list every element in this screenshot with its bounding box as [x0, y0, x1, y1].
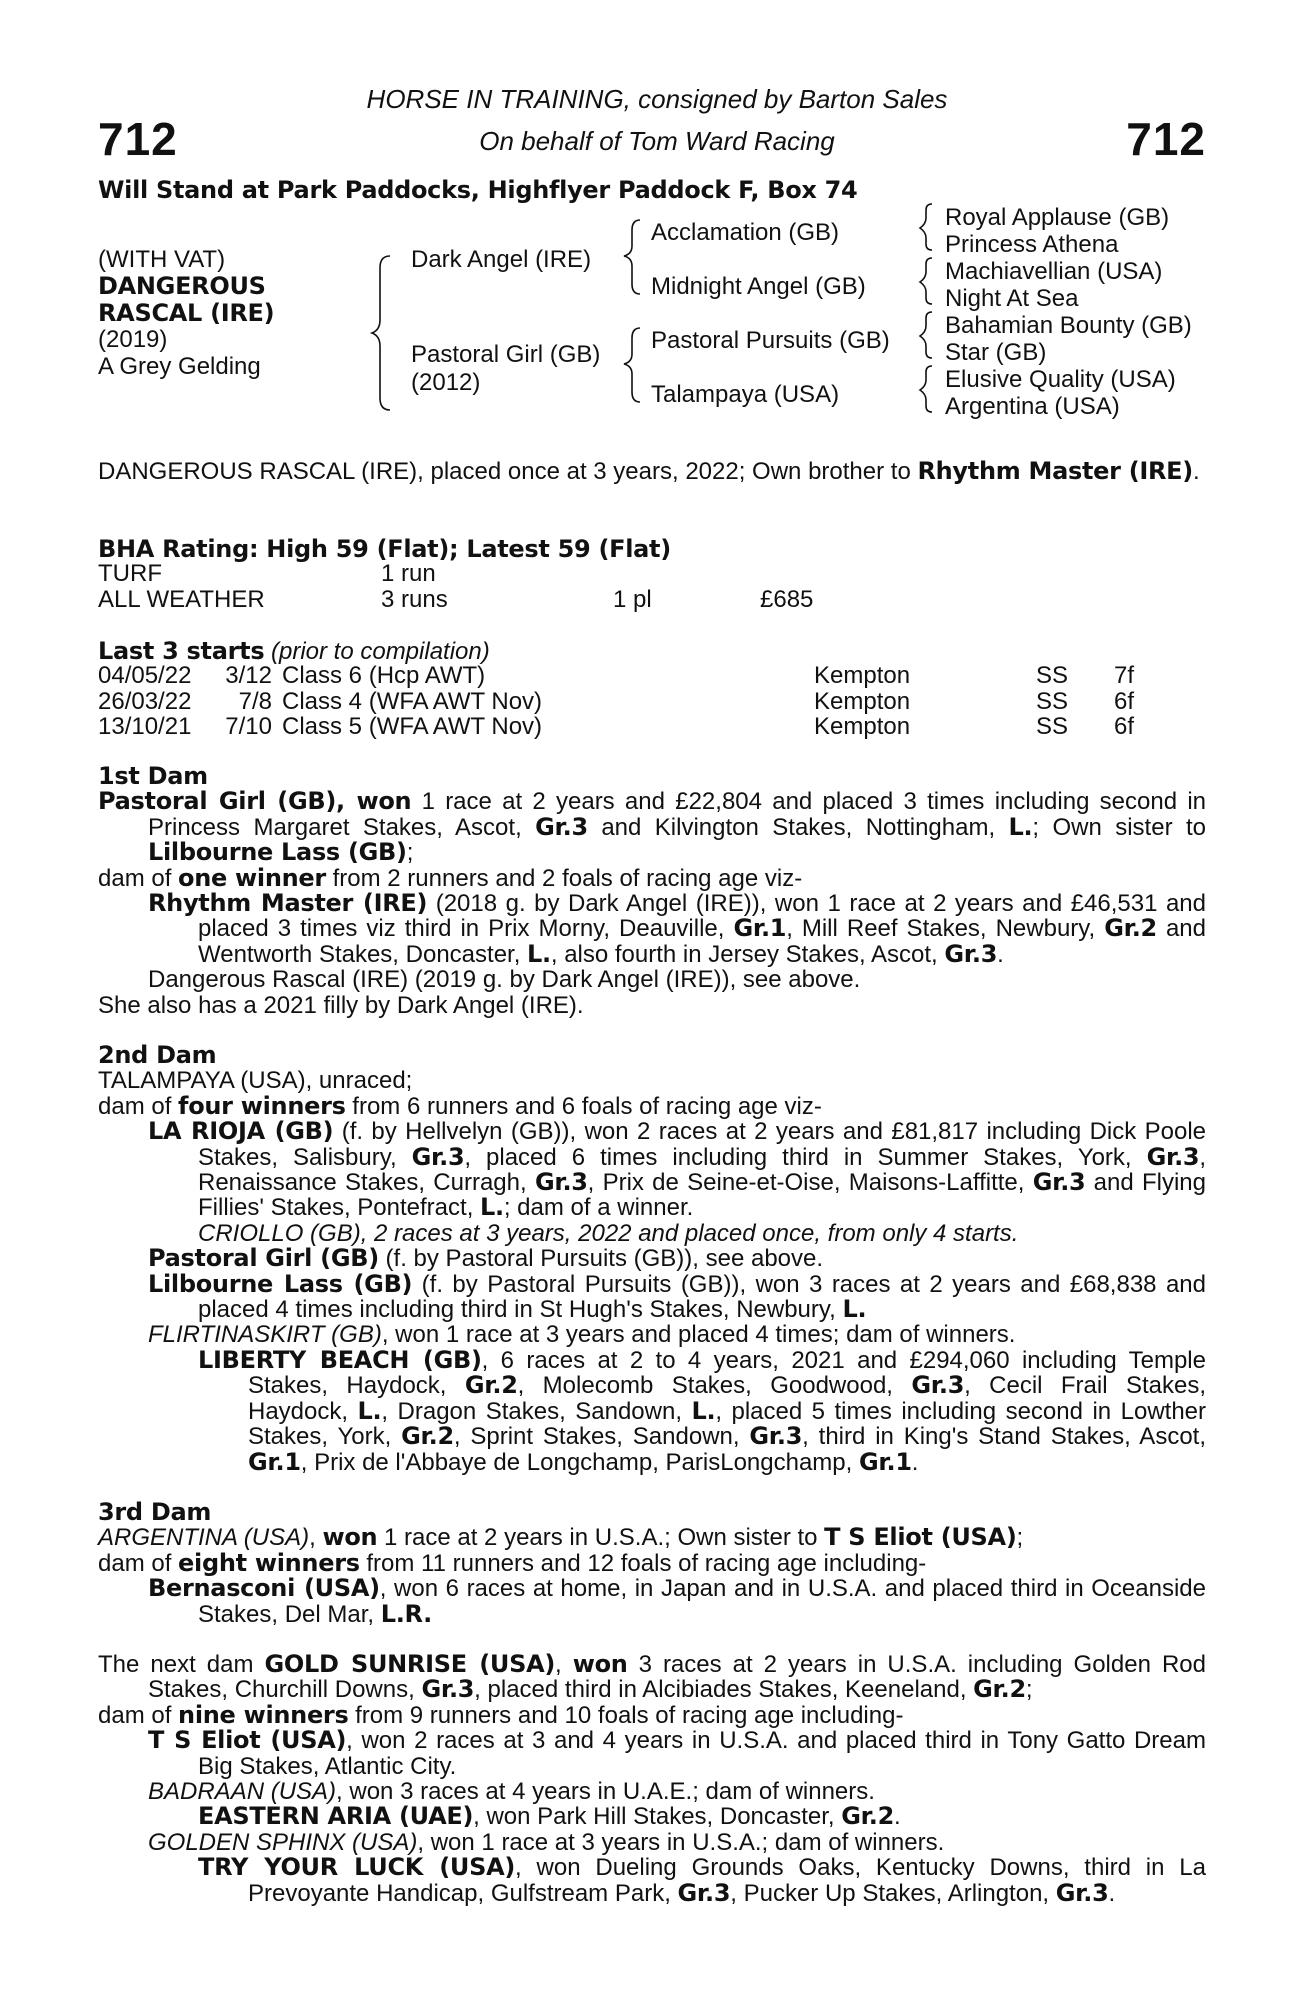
summary-brother: Rhythm Master (IRE): [917, 457, 1193, 485]
produce-name: EASTERN ARIA (UAE): [198, 1802, 474, 1831]
dam-text: ,: [309, 1524, 323, 1552]
dam-text: 3 races at 2 years in U.S.A. including Golden Rod Stakes, Churchill Downs,: [148, 1651, 1206, 1704]
produce-bernasconi: [98, 1576, 1206, 1627]
produce-text: , won 2 races at 3 and 4 years in U.S.A. and placed third in Tony Gatto Dream Big Stakes, Atlantic City.: [198, 1727, 1206, 1780]
produce-text: ; dam of a winner.: [503, 1194, 694, 1222]
third-dam-heading-text: 3rd Dam: [98, 1498, 212, 1526]
grade: Gr.3: [749, 1422, 803, 1451]
last-starts-note: (prior to compilation): [270, 638, 490, 665]
produce-liberty-beach: [98, 1345, 1207, 1476]
produce-pastoral-girl: [98, 1246, 1206, 1271]
second-dam-heading: [98, 1043, 1206, 1068]
grade: Gr.2: [401, 1422, 454, 1451]
produce-text: , won 1 race at 3 years and placed 4 times; dam of winners.: [381, 1321, 1016, 1349]
dam-text: from 6 runners and 6 foals of racing age viz-: [345, 1092, 822, 1120]
last-starts-title: Last 3 starts: [98, 637, 265, 665]
next-dam-produce: [98, 1700, 1206, 1729]
pedigree-sdd: Night At Sea: [945, 285, 1079, 312]
start-distance: 6f: [1114, 687, 1135, 715]
produce-text: , also fourth in Jersey Stakes, Ascot,: [550, 940, 945, 968]
sister-name: Lilbourne Lass (GB): [148, 838, 407, 867]
rating-prize: [760, 561, 813, 587]
grade: Gr.1: [858, 1447, 912, 1476]
produce-text: , Dragon Stakes, Sandown,: [381, 1397, 692, 1425]
start-date: 13/10/21: [98, 713, 192, 740]
produce-filly: She also has a 2021 filly by Dark Angel (IRE).: [98, 991, 584, 1019]
produce-lilbourne-lass: [98, 1269, 1206, 1324]
dam-name: GOLD SUNRISE (USA): [264, 1650, 556, 1678]
grade: L.R.: [380, 1599, 432, 1628]
pedigree-sire-sire: Acclamation (GB): [651, 219, 840, 246]
start-course: Kempton: [814, 662, 911, 689]
grade: L.: [691, 1396, 716, 1425]
produce-la-rioja: [98, 1119, 1206, 1221]
second-dam-name: TALAMPAYA (USA), unraced;: [98, 1067, 413, 1095]
grade: Gr.3: [535, 812, 588, 841]
pedigree-dam-year: (2012): [411, 369, 481, 396]
lot-number-left: 712: [98, 113, 178, 165]
grade: L.: [480, 1193, 504, 1222]
pedigree-dam: Pastoral Girl (GB): [411, 341, 601, 368]
produce-text: (2018 g. by Dark Angel (IRE)), won 1 race at 2 years and £46,531 and placed 3 times viz third in Prix Morny, Deauville,: [198, 890, 1207, 943]
rating-table: [98, 561, 813, 612]
produce-try-your-luck: [98, 1855, 1206, 1906]
grade: L.: [1008, 812, 1033, 841]
start-going: SS: [1036, 713, 1069, 740]
third-dam-heading: [98, 1500, 1206, 1525]
next-dam-section: [98, 1652, 1206, 1906]
grade: Gr.3: [911, 1371, 965, 1400]
dam-text: , placed third in Alcibiades Stakes, Keeneland,: [474, 1676, 974, 1704]
produce-text: , Prix de Seine-et-Oise, Maisons-Laffitte,: [587, 1169, 1033, 1197]
dam-text: ,: [555, 1651, 573, 1678]
produce-text: , placed 6 times including third in Summer Stakes, York,: [464, 1143, 1147, 1171]
pedigree-dsd: Star (GB): [945, 339, 1047, 366]
produce-rhythm-master: [98, 891, 1206, 967]
grade: L.: [527, 939, 551, 968]
produce-dangerous-rascal: Dangerous Rascal (IRE) (2019 g. by Dark Angel (IRE)), see above.: [148, 966, 861, 994]
grade: Gr.1: [248, 1447, 301, 1476]
pedigree-dss: Bahamian Bounty (GB): [945, 312, 1192, 339]
produce-text: , Cecil Frail Stakes, Haydock,: [248, 1372, 1206, 1425]
first-dam-record: [98, 789, 1206, 865]
produce-flirtinaskirt: [98, 1322, 1206, 1347]
produce-text: , won Dueling Grounds Oaks, Kentucky Downs, third in La Prevoyante Handicap, Gulfstream Park,: [248, 1854, 1206, 1907]
dam-text: dam of: [98, 1701, 179, 1729]
start-race: Class 5 (WFA AWT Nov): [282, 713, 543, 740]
start-position: 7/10: [225, 713, 272, 740]
dam-text: ; Own sister to: [1032, 813, 1206, 841]
produce-text: , won Park Hill Stakes, Doncaster,: [473, 1803, 842, 1831]
summary-text: DANGEROUS RASCAL (IRE), placed once at 3 years, 2022; Own brother to: [98, 458, 918, 485]
horse-name-line2: RASCAL (IRE): [98, 299, 275, 327]
rating-placed: [613, 561, 760, 587]
grade: Gr.3: [534, 1168, 588, 1197]
produce-name: T S Eliot (USA): [148, 1726, 347, 1755]
grade: Gr.3: [1146, 1142, 1200, 1171]
grade: Gr.3: [421, 1675, 475, 1704]
produce-text: , placed 5 times including second in Lowther Stakes, York,: [248, 1397, 1207, 1451]
rating-runs: 3 runs: [381, 585, 448, 613]
produce-text: , Prix de l'Abbaye de Longchamp, ParisLongchamp,: [300, 1448, 859, 1476]
produce-text: , Sprint Stakes, Sandown,: [453, 1423, 750, 1451]
consignor-line: HORSE IN TRAINING, consigned by Barton Sales: [366, 84, 948, 114]
dam-name: Pastoral Girl (GB), won: [98, 787, 412, 816]
pedigree-sss: Royal Applause (GB): [945, 204, 1170, 231]
produce-name: Bernasconi (USA): [148, 1574, 380, 1603]
dam-text: 1 race at 2 years and £22,804 and placed 3 times including second in Princess Margaret Stakes, Ascot,: [148, 788, 1206, 841]
first-dam-heading: [98, 764, 1206, 789]
produce-golden-sphinx: [98, 1830, 1206, 1855]
produce-text: .: [911, 1448, 919, 1476]
produce-text: (f. by Hellvelyn (GB)), won 2 races at 2 years and £81,817 including Dick Poole Stakes, Salisbury,: [198, 1118, 1206, 1171]
start-date: 26/03/22: [98, 687, 192, 715]
produce-text: , Renaissance Stakes, Curragh,: [198, 1143, 1206, 1197]
start-row: [98, 663, 1134, 689]
rating-row: [98, 587, 813, 613]
stand-location: Will Stand at Park Paddocks, Highflyer Paddock F, Box 74: [98, 176, 858, 204]
start-position: 7/8: [238, 687, 272, 715]
grade: Gr.2: [841, 1802, 895, 1831]
produce-name: LA RIOJA (GB): [148, 1117, 334, 1146]
summary-end: .: [1192, 458, 1200, 485]
dam-text: dam of: [98, 1092, 179, 1120]
produce-name: TRY YOUR LUCK (USA): [198, 1853, 516, 1882]
produce-text: (f. by Pastoral Pursuits (GB)), won 3 races at 2 years and £68,838 and placed 4 times including third in St Hugh's Stakes, Newbury,: [198, 1270, 1206, 1324]
grade: Gr.2: [464, 1371, 518, 1400]
start-row: [98, 689, 1134, 715]
on-behalf-line: On behalf of Tom Ward Racing: [479, 126, 835, 156]
dam-text: The next dam: [98, 1651, 265, 1678]
first-dam-section: [98, 764, 1206, 1018]
grade: Gr.2: [1104, 914, 1157, 943]
pedigree-ssd: Princess Athena: [945, 231, 1119, 258]
dam-text: and Kilvington Stakes, Nottingham,: [587, 813, 1009, 841]
produce-text: , Molecomb Stakes, Goodwood,: [517, 1372, 912, 1400]
produce-text: , Pucker Up Stakes, Arlington,: [730, 1879, 1056, 1907]
grade: Gr.3: [1032, 1168, 1086, 1197]
summary-paragraph: [98, 459, 1206, 484]
first-dam-produce: [98, 863, 1206, 892]
winners-count: four winners: [178, 1091, 346, 1120]
start-row: [98, 714, 1134, 740]
pedigree-sds: Machiavellian (USA): [945, 258, 1163, 285]
grade: Gr.3: [411, 1142, 465, 1171]
rating-runs: 1 run: [381, 560, 436, 587]
winners-count: nine winners: [178, 1700, 349, 1729]
produce-text: , 6 races at 2 to 4 years, 2021 and £294,060 including Temple Stakes, Haydock,: [248, 1346, 1206, 1400]
second-dam-produce: [98, 1091, 1206, 1120]
produce-text: , third in King's Stand Stakes, Ascot,: [802, 1423, 1206, 1451]
produce-name: FLIRTINASKIRT (GB): [148, 1321, 382, 1349]
start-going: SS: [1036, 662, 1069, 689]
horse-year: (2019): [98, 326, 168, 353]
produce-badraan: [98, 1779, 1206, 1804]
dam-name: ARGENTINA (USA): [98, 1524, 310, 1552]
start-position: 3/12: [225, 662, 272, 689]
last-starts-table: [98, 663, 1134, 740]
produce-text: (f. by Pastoral Pursuits (GB)), see above.: [378, 1245, 824, 1273]
produce-text: , won 3 races at 4 years in U.A.E.; dam of winners.: [336, 1778, 875, 1806]
rating-placed: 1 pl: [613, 585, 652, 613]
vat-note: (WITH VAT): [98, 246, 226, 273]
third-dam-section: [98, 1500, 1206, 1627]
won-label: won: [322, 1523, 378, 1552]
produce-text: , won 6 races at home, in Japan and in U.S.A. and placed third in Oceanside Stakes, Del Mar,: [198, 1575, 1207, 1628]
third-dam-record: [98, 1525, 1206, 1550]
dam-text: ;: [406, 839, 414, 867]
dam-text: ;: [1016, 1524, 1024, 1552]
produce-eastern-aria: [98, 1804, 1206, 1829]
third-dam-produce: [98, 1548, 1206, 1577]
next-dam-record: [98, 1652, 1206, 1703]
start-date: 04/05/22: [98, 662, 192, 689]
pedigree-sire: Dark Angel (IRE): [411, 246, 592, 273]
produce-text: .: [1108, 1879, 1116, 1907]
grade: L.: [357, 1396, 382, 1425]
dam-text: from 9 runners and 10 foals of racing age including-: [348, 1701, 904, 1729]
grade: Gr.2: [973, 1675, 1026, 1704]
grade: L.: [842, 1295, 867, 1324]
start-course: Kempton: [814, 687, 911, 715]
produce-name: BADRAAN (USA): [148, 1778, 337, 1806]
produce-text: , Mill Reef Stakes, Newbury,: [786, 915, 1105, 943]
start-distance: 7f: [1114, 662, 1135, 689]
produce-criollo: [98, 1221, 1206, 1246]
won-label: won: [572, 1650, 628, 1678]
produce-name: CRIOLLO (GB): [198, 1219, 361, 1247]
bha-rating-heading: BHA Rating: High 59 (Flat); Latest 59 (Flat): [98, 535, 671, 563]
produce-text: .: [997, 940, 1004, 968]
produce-text: .: [894, 1803, 901, 1831]
grade: Gr.3: [677, 1878, 731, 1907]
pedigree-sire-dam: Midnight Angel (GB): [651, 273, 866, 300]
rating-row: [98, 561, 813, 587]
dam-text: ;: [1025, 1676, 1033, 1704]
grade: Gr.3: [1055, 1878, 1109, 1907]
winners-count: one winner: [178, 863, 326, 892]
dam-text: from 11 runners and 12 foals of racing age including-: [359, 1549, 927, 1577]
produce-name: LIBERTY BEACH (GB): [198, 1345, 482, 1374]
pedigree-dds: Elusive Quality (USA): [945, 366, 1176, 393]
dam-text: from 2 runners and 2 foals of racing age viz-: [325, 864, 803, 892]
start-course: Kempton: [814, 713, 911, 740]
rating-prize: £685: [760, 585, 814, 613]
rating-surface: ALL WEATHER: [98, 585, 265, 613]
start-going: SS: [1036, 687, 1069, 715]
dam-text: dam of: [98, 1549, 179, 1577]
lot-number-right: 712: [1126, 113, 1206, 165]
pedigree-dam-sire: Pastoral Pursuits (GB): [651, 327, 890, 354]
second-dam-section: [98, 1043, 1206, 1475]
sister-name: T S Eliot (USA): [824, 1523, 1017, 1552]
produce-name: Rhythm Master (IRE): [148, 889, 428, 918]
horse-name-line1: DANGEROUS: [98, 272, 266, 300]
grade: Gr.3: [944, 939, 998, 968]
produce-text: and Wentworth Stakes, Doncaster,: [198, 915, 1206, 968]
produce-name: Pastoral Girl (GB): [148, 1244, 379, 1273]
rating-surface: TURF: [98, 560, 162, 587]
produce-text: , won 1 race at 3 years in U.S.A.; dam of winners.: [417, 1828, 945, 1856]
second-dam-heading-text: 2nd Dam: [98, 1041, 217, 1069]
produce-text: and Flying Fillies' Stakes, Pontefract,: [198, 1169, 1206, 1222]
grade: Gr.1: [733, 914, 787, 943]
pedigree-dam-dam: Talampaya (USA): [651, 381, 840, 408]
dam-text: dam of: [98, 864, 179, 892]
horse-description: A Grey Gelding: [98, 353, 261, 380]
pedigree-ddd: Argentina (USA): [945, 393, 1120, 420]
produce-ts-eliot: [98, 1728, 1206, 1779]
first-dam-heading-text: 1st Dam: [98, 762, 208, 790]
produce-name: Lilbourne Lass (GB): [148, 1269, 413, 1298]
start-race: Class 4 (WFA AWT Nov): [282, 687, 543, 715]
dam-text: 1 race at 2 years in U.S.A.; Own sister to: [377, 1524, 825, 1552]
start-race: Class 6 (Hcp AWT): [282, 662, 486, 689]
start-distance: 6f: [1114, 713, 1135, 740]
winners-count: eight winners: [178, 1548, 360, 1577]
produce-text: , 2 races at 3 years, 2022 and placed once, from only 4 starts.: [360, 1219, 1019, 1247]
produce-name: GOLDEN SPHINX (USA): [148, 1828, 418, 1856]
